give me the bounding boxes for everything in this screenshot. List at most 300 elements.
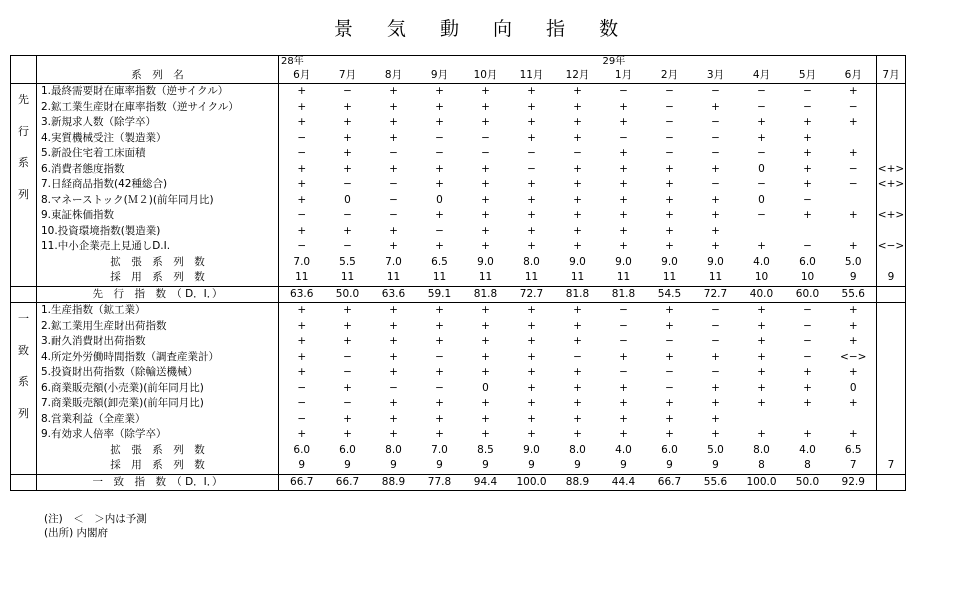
di-value: 100.0 — [739, 474, 785, 491]
month-header: 3月 — [693, 68, 739, 84]
cell-value: + — [481, 178, 490, 191]
cell-value: + — [619, 428, 628, 441]
cell-value: 7.0 — [385, 255, 402, 268]
cell-value: − — [619, 304, 628, 317]
di-value — [877, 474, 906, 491]
series-name: 7.日経商品指数(42種総合) — [37, 177, 279, 193]
cell-value — [877, 365, 906, 381]
cell-value: + — [573, 428, 582, 441]
cell-value: − — [711, 178, 720, 191]
cell-value: + — [573, 319, 582, 332]
cell-value: + — [527, 100, 536, 113]
cell-value: 9 — [647, 458, 693, 474]
table-row — [11, 427, 906, 443]
group-char: 先 — [18, 93, 29, 106]
cell-value: 11 — [325, 270, 371, 286]
cell-value — [877, 334, 906, 350]
cell-value: + — [757, 397, 766, 410]
cell-value: + — [435, 85, 444, 98]
cell-value: 9 — [463, 458, 509, 474]
cell-value: − — [343, 178, 352, 191]
cell-value: + — [481, 412, 490, 425]
month-header: 11月 — [509, 68, 555, 84]
di-value: 60.0 — [785, 286, 831, 303]
cell-value: + — [481, 116, 490, 129]
cell-value: − — [711, 85, 720, 98]
cell-value: − — [711, 116, 720, 129]
cell-value: 11 — [601, 270, 647, 286]
cell-value: − — [297, 412, 307, 425]
cell-value: 8.0 — [569, 443, 586, 456]
cell-value: + — [435, 100, 444, 113]
group-char: 行 — [18, 124, 29, 138]
di-value: 63.6 — [279, 286, 325, 303]
cell-value: − — [848, 178, 858, 191]
series-name-header: 系 列 名 — [37, 68, 279, 84]
cell-value: + — [527, 85, 536, 98]
group-char: 一 — [18, 312, 29, 325]
cell-value: + — [665, 209, 674, 222]
cell-value: <−> — [840, 350, 867, 363]
cell-value: 9 — [417, 458, 463, 474]
cell-value: + — [619, 100, 628, 113]
cell-value — [831, 412, 877, 428]
coincident-group-label — [11, 303, 37, 475]
di-value: 63.6 — [371, 286, 417, 303]
cell-value: + — [527, 366, 536, 379]
series-name: 11.中小企業売上見通しD.I. — [37, 239, 279, 255]
cell-value: + — [573, 162, 582, 175]
cell-value: 11 — [417, 270, 463, 286]
cell-value: − — [297, 397, 307, 410]
month-header: 8月 — [371, 68, 417, 84]
cell-value: − — [711, 131, 720, 144]
cell-value: 5.0 — [707, 443, 724, 456]
cell-value: 4.0 — [753, 255, 770, 268]
cell-value: + — [573, 178, 582, 191]
cell-value: + — [527, 131, 536, 144]
cell-value — [877, 255, 906, 271]
cell-value: − — [389, 178, 398, 191]
cell-value: − — [711, 147, 720, 160]
cell-value: 6.0 — [339, 443, 356, 456]
cell-value: + — [665, 162, 674, 175]
cell-value: + — [481, 366, 490, 379]
cell-value: 6.0 — [293, 443, 311, 456]
cell-value: + — [711, 209, 720, 222]
cell-value: 8 — [739, 458, 785, 474]
cell-value: + — [619, 162, 628, 175]
cell-value: + — [481, 350, 490, 363]
series-name: 5.投資財出荷指数（除輸送機械） — [37, 365, 279, 381]
cell-value: + — [619, 178, 628, 191]
cell-value: 11 — [463, 270, 509, 286]
cell-value: + — [803, 162, 812, 175]
cell-value: + — [619, 147, 628, 160]
leading-adopt-row — [11, 270, 906, 286]
cell-value: + — [619, 397, 628, 410]
table-row — [11, 162, 906, 178]
cell-value: + — [389, 350, 398, 363]
cell-value: + — [343, 319, 352, 332]
cell-value: + — [803, 381, 812, 394]
di-value: 81.8 — [463, 286, 509, 303]
cell-value: 0 — [849, 381, 857, 394]
cell-value: + — [389, 85, 398, 98]
cell-value: + — [481, 319, 490, 332]
cell-value: + — [848, 147, 858, 160]
cell-value: 6.0 — [661, 443, 678, 456]
table-row — [11, 365, 906, 381]
cell-value: − — [343, 397, 352, 410]
di-value: 94.4 — [463, 474, 509, 491]
cell-value: − — [343, 85, 352, 98]
cell-value: + — [665, 428, 674, 441]
cell-value: + — [343, 116, 352, 129]
di-value: 66.7 — [279, 474, 325, 491]
cell-value: − — [803, 100, 812, 113]
cell-value: + — [527, 209, 536, 222]
cell-value: + — [757, 428, 766, 441]
di-value: 66.7 — [647, 474, 693, 491]
cell-value: + — [711, 162, 720, 175]
cell-value: + — [343, 304, 352, 317]
di-value: 88.9 — [371, 474, 417, 491]
cell-value: − — [803, 240, 812, 253]
cell-value: + — [665, 397, 674, 410]
cell-value: + — [389, 240, 398, 253]
cell-value: 0 — [482, 381, 489, 394]
cell-value: + — [573, 366, 582, 379]
di-value — [877, 286, 906, 303]
cell-value: + — [389, 116, 398, 129]
month-header: 4月 — [739, 68, 785, 84]
cell-value: + — [619, 412, 628, 425]
cell-value: + — [481, 304, 490, 317]
cell-value — [877, 350, 906, 366]
cell-value: + — [757, 240, 766, 253]
cell-value: + — [711, 100, 720, 113]
cell-value — [877, 412, 906, 428]
cell-value: + — [435, 304, 444, 317]
table-row — [11, 396, 906, 412]
cell-value: + — [481, 428, 490, 441]
table-row — [11, 224, 906, 240]
cell-value: − — [619, 335, 628, 348]
cell-value: + — [711, 240, 720, 253]
cell-value: + — [389, 319, 398, 332]
table-row — [11, 319, 906, 335]
series-name: 2.鉱工業用生産財出荷指数 — [37, 319, 279, 335]
leading-di-row — [11, 286, 906, 303]
cell-value: + — [757, 116, 766, 129]
cell-value: 11 — [693, 270, 739, 286]
cell-value: + — [527, 224, 536, 237]
cell-value: + — [435, 397, 444, 410]
cell-value: − — [803, 85, 812, 98]
cell-value: + — [389, 366, 398, 379]
cell-value: + — [573, 412, 582, 425]
cell-value: 9 — [371, 458, 417, 474]
year-label-2017: 29年 — [601, 56, 647, 69]
cell-value: − — [481, 147, 490, 160]
cell-value — [877, 100, 906, 116]
cell-value: + — [297, 162, 307, 175]
header-month-row — [11, 68, 906, 84]
cell-value: − — [389, 193, 398, 206]
cell-value: + — [711, 428, 720, 441]
cell-value — [831, 224, 877, 240]
cell-value: + — [848, 319, 858, 332]
series-name: 9.東証株価指数 — [37, 208, 279, 224]
di-value: 81.8 — [601, 286, 647, 303]
cell-value: + — [527, 193, 536, 206]
cell-value: − — [711, 366, 720, 379]
di-value: 66.7 — [325, 474, 371, 491]
di-value: 88.9 — [555, 474, 601, 491]
cell-value: + — [435, 240, 444, 253]
cell-value: <+> — [877, 177, 906, 193]
cell-value: − — [619, 85, 628, 98]
group-char: 系 — [18, 375, 29, 388]
cell-value: + — [573, 131, 582, 144]
cell-value: + — [757, 131, 766, 144]
cell-value: − — [711, 335, 720, 348]
cell-value: 8.0 — [523, 255, 540, 268]
cell-value: − — [297, 131, 307, 144]
cell-value — [739, 224, 785, 240]
table-row — [11, 208, 906, 224]
cell-value: + — [711, 412, 720, 425]
cell-value: + — [803, 147, 812, 160]
cell-value: + — [481, 100, 490, 113]
cell-value: + — [573, 224, 582, 237]
cell-value: + — [848, 397, 858, 410]
cell-value: + — [481, 240, 490, 253]
cell-value: + — [343, 224, 352, 237]
cell-value: − — [435, 147, 444, 160]
coincident-di-row — [11, 474, 906, 491]
cell-value — [877, 319, 906, 335]
cell-value: + — [389, 397, 398, 410]
cell-value: + — [481, 209, 490, 222]
group-char: 列 — [18, 406, 29, 420]
di-value: 81.8 — [555, 286, 601, 303]
series-name: 4.所定外労働時間指数（調査産業計） — [37, 350, 279, 366]
series-name: 10.投資環境指数(製造業) — [37, 224, 279, 240]
cell-value: 6.0 — [799, 255, 816, 268]
notes — [44, 512, 147, 540]
cell-value: − — [619, 131, 628, 144]
series-name: 6.消費者態度指数 — [37, 162, 279, 178]
table-row — [11, 100, 906, 116]
cell-value: − — [803, 335, 812, 348]
year-label-2016: 28年 — [279, 56, 325, 69]
cell-value: − — [343, 240, 352, 253]
cell-value: 11 — [509, 270, 555, 286]
cell-value: + — [297, 366, 307, 379]
cell-value: 9.0 — [661, 255, 678, 268]
series-name: 4.実質機械受注（製造業） — [37, 131, 279, 147]
cell-value: − — [389, 381, 398, 394]
cell-value: + — [435, 335, 444, 348]
month-header: 9月 — [417, 68, 463, 84]
cell-value: + — [481, 335, 490, 348]
cell-value: + — [848, 85, 858, 98]
cell-value: + — [435, 209, 444, 222]
table-row — [11, 146, 906, 162]
cell-value: 4.0 — [799, 443, 816, 456]
cell-value: − — [527, 147, 536, 160]
cell-value: + — [848, 240, 858, 253]
cell-value: 9 — [601, 458, 647, 474]
cell-value: − — [619, 319, 628, 332]
cell-value: + — [848, 428, 858, 441]
di-value: 55.6 — [693, 474, 739, 491]
series-name: 3.耐久消費財出荷指数 — [37, 334, 279, 350]
table-row — [11, 177, 906, 193]
cell-value: 9 — [831, 270, 877, 286]
cell-value: 7 — [877, 458, 906, 474]
cell-value: − — [803, 304, 812, 317]
note-source: (出所) 内閣府 — [44, 527, 109, 539]
di-value: 44.4 — [601, 474, 647, 491]
cell-value — [877, 303, 906, 319]
cell-value: + — [573, 381, 582, 394]
group-char: 系 — [18, 156, 29, 169]
cell-value: + — [343, 162, 352, 175]
cell-value: + — [619, 116, 628, 129]
cell-value: + — [435, 178, 444, 191]
cell-value: + — [435, 319, 444, 332]
cell-value: 9 — [693, 458, 739, 474]
series-name: 3.新規求人数（除学卒） — [37, 115, 279, 131]
cell-value: − — [435, 381, 444, 394]
cell-value — [877, 443, 906, 459]
cell-value: + — [757, 335, 766, 348]
month-header: 6月 — [831, 68, 877, 84]
coincident-adopt-row — [11, 458, 906, 474]
page-title: 景 気 動 向 指 数 — [333, 18, 633, 40]
note-forecast: (注) ＜ ＞内は予測 — [44, 513, 147, 525]
cell-value: + — [297, 335, 307, 348]
di-value: 54.5 — [647, 286, 693, 303]
group-char: 致 — [18, 343, 29, 357]
cell-value: + — [297, 304, 307, 317]
cell-value: + — [435, 366, 444, 379]
table-row — [11, 350, 906, 366]
cell-value: − — [803, 193, 812, 206]
cell-value: 9 — [279, 458, 325, 474]
cell-value: + — [527, 350, 536, 363]
series-name: 5.新設住宅着工床面積 — [37, 146, 279, 162]
cell-value: + — [389, 335, 398, 348]
cell-value: + — [711, 224, 720, 237]
cell-value: + — [343, 412, 352, 425]
cell-value: + — [665, 240, 674, 253]
cell-value: + — [435, 428, 444, 441]
cell-value: − — [665, 85, 674, 98]
cell-value: − — [527, 162, 536, 175]
cell-value: + — [343, 147, 352, 160]
cell-value — [877, 84, 906, 100]
cell-value: − — [389, 147, 398, 160]
cell-value — [877, 381, 906, 397]
cell-value: + — [389, 162, 398, 175]
cell-value: − — [297, 209, 307, 222]
cell-value: − — [435, 224, 444, 237]
month-header: 1月 — [601, 68, 647, 84]
cell-value: + — [435, 116, 444, 129]
cell-value: + — [665, 224, 674, 237]
cell-value: 9.0 — [707, 255, 724, 268]
series-name: 1.生産指数（鉱工業） — [37, 303, 279, 319]
di-value: 72.7 — [509, 286, 555, 303]
cell-value: 8.5 — [477, 443, 494, 456]
cell-value: − — [343, 350, 352, 363]
table-row — [11, 239, 906, 255]
di-label: 一 致 指 数 （ D．I．） — [37, 474, 279, 491]
cell-value: + — [527, 116, 536, 129]
cell-value: 9.0 — [615, 255, 632, 268]
cell-value: + — [803, 428, 812, 441]
table-row — [11, 412, 906, 428]
cell-value: 0 — [344, 193, 351, 206]
coincident-expand-row — [11, 443, 906, 459]
cell-value: + — [573, 240, 582, 253]
cell-value — [831, 193, 877, 209]
cell-value: + — [573, 85, 582, 98]
cell-value — [877, 146, 906, 162]
di-value: 72.7 — [693, 286, 739, 303]
adopt-label: 採 用 系 列 数 — [37, 458, 279, 474]
group-char: 列 — [18, 187, 29, 201]
cell-value: + — [803, 116, 812, 129]
cell-value: + — [848, 209, 858, 222]
cell-value: + — [848, 116, 858, 129]
cell-value: − — [757, 209, 766, 222]
cell-value: − — [757, 178, 766, 191]
cell-value: − — [389, 209, 398, 222]
cell-value: − — [297, 381, 307, 394]
cell-value: − — [757, 85, 766, 98]
cell-value: + — [573, 209, 582, 222]
cell-value: + — [527, 428, 536, 441]
cell-value: − — [297, 240, 307, 253]
cell-value: 4.0 — [615, 443, 632, 456]
cell-value: + — [297, 224, 307, 237]
cell-value: + — [343, 428, 352, 441]
cell-value: + — [665, 304, 674, 317]
table-row — [11, 193, 906, 209]
cell-value: + — [297, 116, 307, 129]
cell-value: 9.0 — [523, 443, 540, 456]
leading-expand-row — [11, 255, 906, 271]
cell-value: + — [297, 350, 307, 363]
cell-value: + — [573, 116, 582, 129]
cell-value: − — [619, 366, 628, 379]
cell-value: + — [481, 224, 490, 237]
cell-value: + — [619, 224, 628, 237]
table-row — [11, 84, 906, 100]
cell-value: 10 — [785, 270, 831, 286]
cell-value: 10 — [739, 270, 785, 286]
cell-value: − — [848, 100, 858, 113]
cell-value: + — [435, 412, 444, 425]
cell-value: + — [573, 304, 582, 317]
cell-value: − — [435, 350, 444, 363]
cell-value: − — [848, 162, 858, 175]
